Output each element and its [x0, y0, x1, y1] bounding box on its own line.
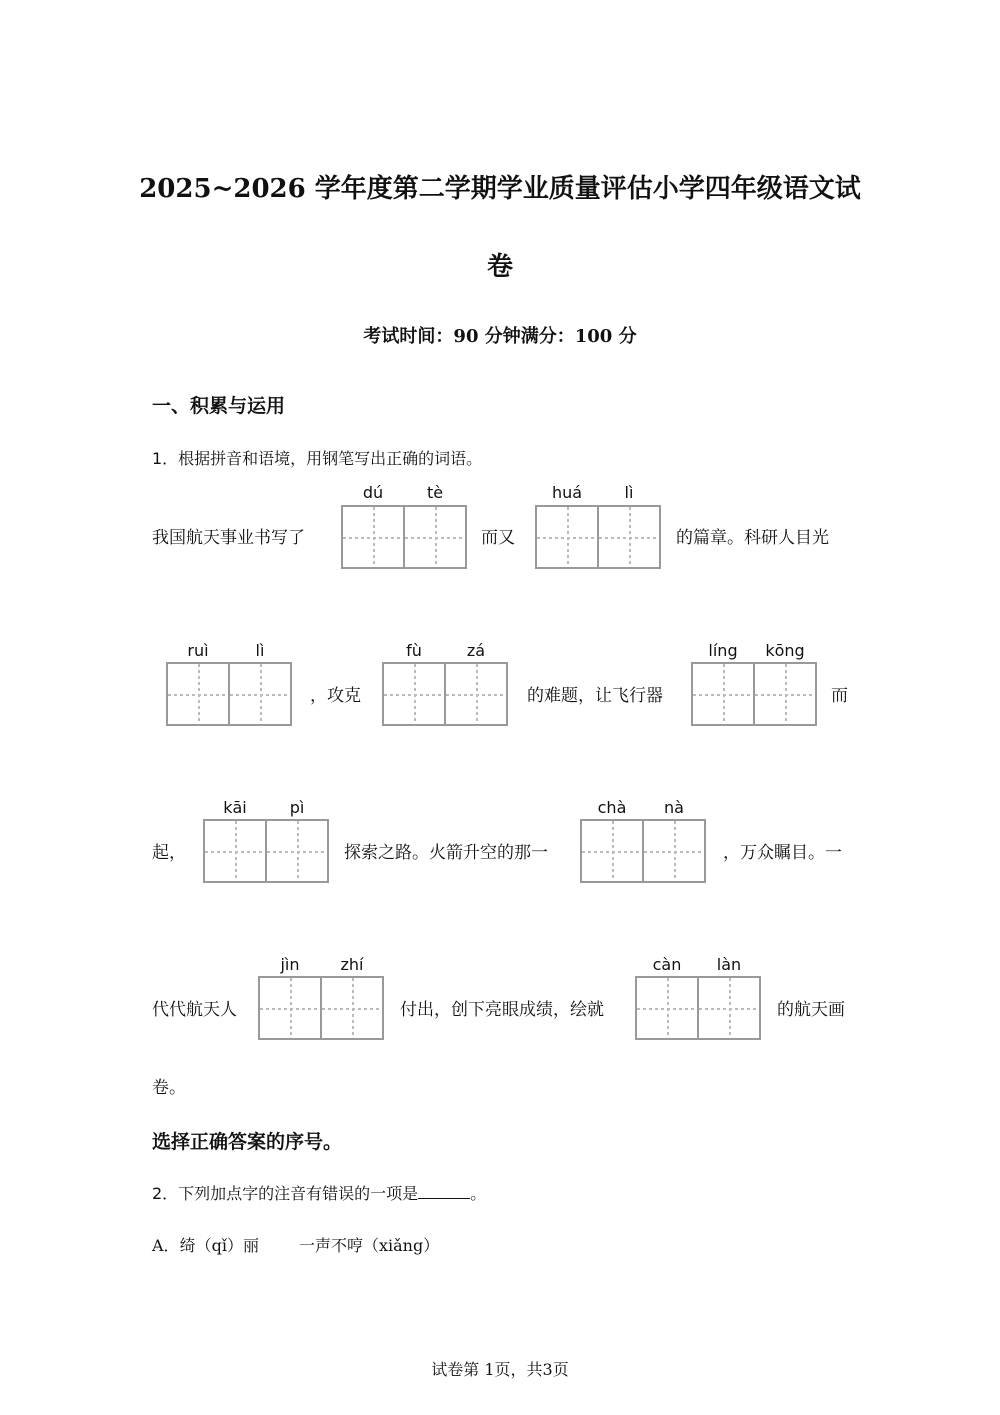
tianzige-cell[interactable]: [535, 505, 599, 569]
row2-text-3: 而: [831, 686, 848, 706]
tianzige-cell[interactable]: [166, 662, 230, 726]
tianzige-cell[interactable]: [753, 662, 817, 726]
tianzige-cell[interactable]: [580, 819, 644, 883]
row1-text-1: 我国航天事业书写了: [152, 528, 305, 548]
pinyin: tè: [426, 483, 444, 502]
option-a[interactable]: [152, 1233, 439, 1256]
pinyin: kāi: [223, 798, 247, 817]
option-a-pinyin2: （xiǎng）: [362, 1236, 440, 1255]
tianzige-cell[interactable]: [320, 976, 384, 1040]
option-a-word1-rest: 丽: [242, 1236, 259, 1255]
pinyin: jìn: [280, 955, 300, 974]
row3-text-1: 起，: [152, 843, 186, 863]
option-a-pinyin1: （qǐ）: [195, 1236, 243, 1255]
row5-tail-text: 卷。: [152, 1078, 186, 1098]
question-1-prompt: 1．根据拼音和语境，用钢笔写出正确的词语。: [152, 449, 483, 468]
row1-text-2: 而又: [481, 528, 515, 548]
tianzige-cell[interactable]: [265, 819, 329, 883]
pinyin: kōng: [765, 641, 805, 660]
pinyin: lì: [255, 641, 265, 660]
exam-title-line2: 卷: [486, 252, 513, 282]
exam-title-line1: 2025~2026 学年度第二学期学业质量评估小学四年级语文试: [139, 174, 861, 204]
option-a-label: A．: [152, 1236, 180, 1255]
tianzige-cell[interactable]: [403, 505, 467, 569]
pinyin: huá: [551, 483, 583, 502]
row4-text-1: 代代航天人: [152, 1000, 237, 1020]
row3-text-2: 探索之路。火箭升空的那一: [344, 843, 548, 863]
row2-text-2: 的难题，让飞行器: [527, 686, 663, 706]
question-2-prompt: [152, 1181, 486, 1204]
page-footer: 试卷第 1页，共3页: [431, 1360, 569, 1379]
pinyin: ruì: [187, 641, 209, 660]
pinyin: nà: [664, 798, 684, 817]
section-heading-accumulation: 一、积累与运用: [152, 395, 286, 417]
pinyin: càn: [652, 955, 682, 974]
question-2-prompt-text: 2．下列加点字的注音有错误的一项是: [152, 1184, 419, 1203]
tianzige-cell[interactable]: [597, 505, 661, 569]
question-2-prompt-end: 。: [470, 1184, 487, 1203]
exam-meta: 考试时间：90 分钟满分：100 分: [363, 326, 637, 347]
option-a-word2: 一声不哼: [298, 1236, 363, 1255]
pinyin: lì: [624, 483, 634, 502]
pinyin: líng: [708, 641, 738, 660]
pinyin: pì: [289, 798, 305, 817]
tianzige-cell[interactable]: [341, 505, 405, 569]
tianzige-cell[interactable]: [635, 976, 699, 1040]
pinyin: làn: [716, 955, 742, 974]
tianzige-cell[interactable]: [642, 819, 706, 883]
pinyin: dú: [362, 483, 384, 502]
answer-blank[interactable]: [418, 1184, 470, 1199]
tianzige-cell[interactable]: [258, 976, 322, 1040]
tianzige-cell[interactable]: [691, 662, 755, 726]
pinyin: zá: [466, 641, 486, 660]
tianzige-cell[interactable]: [203, 819, 267, 883]
row4-text-3: 的航天画: [777, 1000, 845, 1020]
tianzige-cell[interactable]: [228, 662, 292, 726]
row1-text-3: 的篇章。科研人目光: [676, 528, 829, 548]
option-a-word1: 绮: [179, 1236, 196, 1255]
pinyin: fù: [406, 641, 422, 660]
pinyin: zhí: [340, 955, 364, 974]
row4-text-2: 付出，创下亮眼成绩，绘就: [400, 1000, 604, 1020]
section-heading-choice: 选择正确答案的序号。: [152, 1131, 343, 1153]
tianzige-cell[interactable]: [382, 662, 446, 726]
row3-text-3: ，万众瞩目。一: [723, 843, 842, 863]
pinyin: chà: [597, 798, 627, 817]
row2-text-1: ，攻克: [310, 686, 361, 706]
tianzige-cell[interactable]: [697, 976, 761, 1040]
tianzige-cell[interactable]: [444, 662, 508, 726]
